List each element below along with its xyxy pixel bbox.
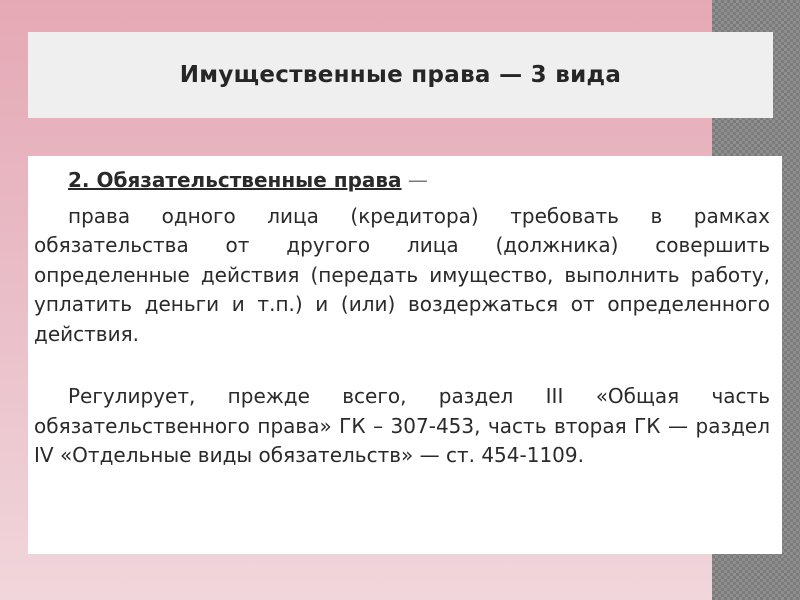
- section-heading: 2. Обязательственные права: [68, 168, 402, 192]
- heading-dash: —: [407, 168, 428, 192]
- slide-title: Имущественные права — 3 вида: [179, 62, 622, 88]
- definition-paragraph: права одного лица (кредитора) требовать в рамках обязательства от другого лица (должника) совершить определенные действия (передать имущество, выполнить работу, уплатить деньги и т.п.) и (или) воздержаться от определенного действия.: [34, 203, 770, 346]
- regulation-paragraph: Регулирует, прежде всего, раздел III «Общая часть обязательственного права» ГК – 307-453, часть вторая ГК — раздел IV «Отдельные виды обязательств» — ст. 454-1109.: [34, 384, 770, 467]
- slide-content: [34, 166, 770, 471]
- content-box: [28, 156, 782, 554]
- heading-line: [68, 166, 770, 196]
- title-box: [28, 32, 773, 118]
